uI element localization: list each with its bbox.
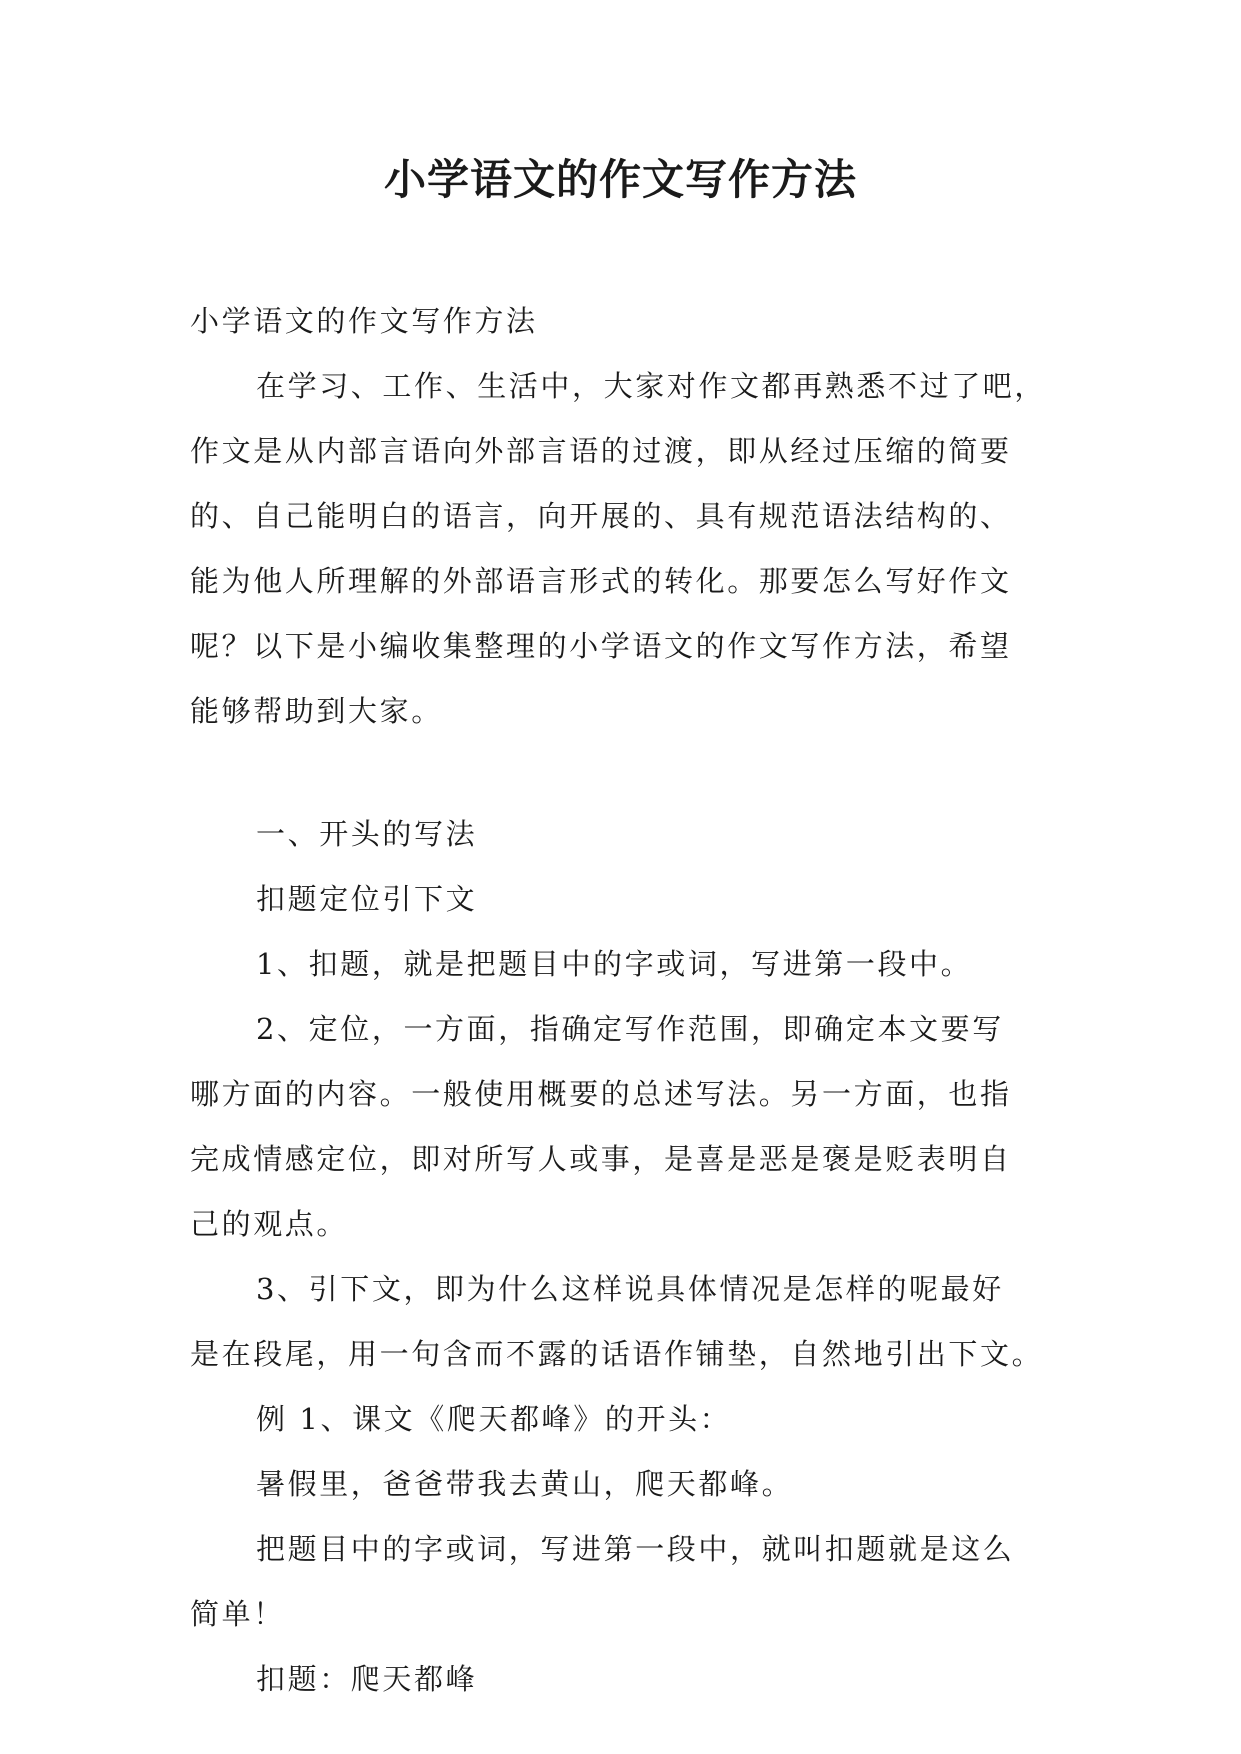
body-line: 作文是从内部言语向外部言语的过渡，即从经过压缩的简要 bbox=[190, 434, 1012, 468]
body-line: 暑假里，爸爸带我去黄山，爬天都峰。 bbox=[256, 1467, 794, 1501]
body-line: 简单！ bbox=[190, 1597, 285, 1631]
example-heading: 例 1、课文《爬天都峰》的开头： bbox=[256, 1402, 732, 1436]
body-line: 1、扣题，就是把题目中的字或词，写进第一段中。 bbox=[256, 947, 973, 981]
body-line: 能为他人所理解的外部语言形式的转化。那要怎么写好作文 bbox=[190, 564, 1012, 598]
body-line: 把题目中的字或词，写进第一段中，就叫扣题就是这么 bbox=[256, 1532, 1015, 1566]
body-line: 3、引下文，即为什么这样说具体情况是怎样的呢最好 bbox=[256, 1272, 1004, 1306]
body-line: 的、自己能明白的语言，向开展的、具有规范语法结构的、 bbox=[190, 499, 1012, 533]
document-body bbox=[190, 289, 1060, 1712]
section-heading: 一、开头的写法 bbox=[256, 817, 478, 851]
paragraph-gap bbox=[190, 744, 1060, 802]
body-line: 2、定位，一方面，指确定写作范围，即确定本文要写 bbox=[256, 1012, 1004, 1046]
body-line: 呢？以下是小编收集整理的小学语文的作文写作方法，希望 bbox=[190, 629, 1012, 663]
document-title: 小学语文的作文写作方法 bbox=[383, 155, 857, 204]
body-line: 哪方面的内容。一般使用概要的总述写法。另一方面，也指 bbox=[190, 1077, 1012, 1111]
body-line: 是在段尾，用一句含而不露的话语作铺垫，自然地引出下文。 bbox=[190, 1337, 1044, 1371]
body-line: 能够帮助到大家。 bbox=[190, 694, 443, 728]
body-line: 完成情感定位，即对所写人或事，是喜是恶是褒是贬表明自 bbox=[190, 1142, 1012, 1176]
body-line: 己的观点。 bbox=[190, 1207, 349, 1241]
body-line: 在学习、工作、生活中，大家对作文都再熟悉不过了吧， bbox=[256, 369, 1047, 403]
body-line: 扣题：爬天都峰 bbox=[256, 1662, 478, 1696]
subsection-heading: 扣题定位引下文 bbox=[256, 882, 478, 916]
body-line-subtitle: 小学语文的作文写作方法 bbox=[190, 304, 538, 338]
